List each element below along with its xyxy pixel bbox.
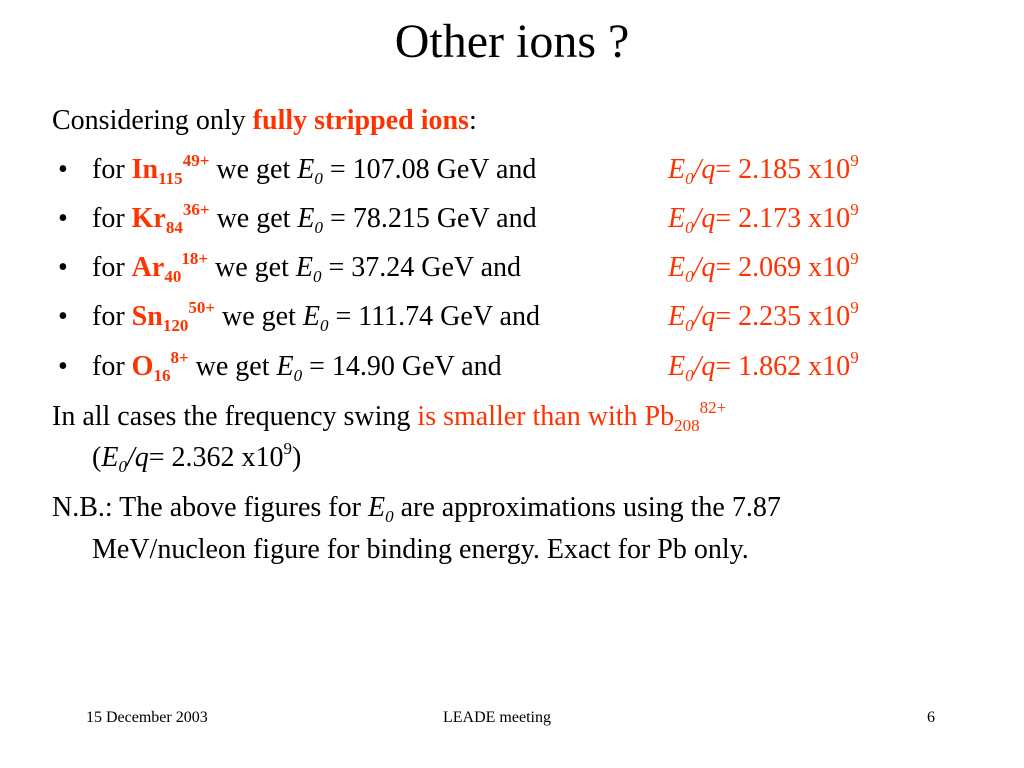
ion-spec bbox=[92, 202, 537, 236]
intro-text: Considering only bbox=[52, 105, 253, 136]
bullet: • bbox=[58, 252, 68, 283]
we-get-label: we get bbox=[209, 154, 298, 185]
footer-page-number: 6 bbox=[927, 709, 935, 726]
for-label: for bbox=[92, 252, 132, 283]
ratio: $E_0/q= 2.185$ $x10^9$ bbox=[668, 151, 859, 188]
footer-date: 15 December 2003 bbox=[86, 709, 208, 726]
energy-symbol: $E_0$ bbox=[295, 252, 322, 286]
intro-highlight: fully stripped ions bbox=[252, 105, 469, 136]
for-label: for bbox=[92, 154, 132, 185]
pb-ratio-value: = 2.362 x10 bbox=[148, 442, 284, 473]
ratio: $E_0/q= 2.069$ $x10^9$ bbox=[668, 249, 859, 286]
note-energy-symbol: $E_0$ bbox=[367, 492, 394, 526]
energy-symbol: $E_0$ bbox=[297, 154, 323, 188]
ion-spec bbox=[92, 300, 540, 334]
energy-symbol: $E_0$ bbox=[276, 351, 303, 385]
we-get-label: we get bbox=[209, 203, 298, 234]
ion-spec bbox=[92, 251, 521, 285]
ion-symbol: $Kr_{84}^{36+}$ bbox=[131, 200, 210, 237]
bullet: • bbox=[58, 351, 68, 382]
pb-ratio-symbol: $E_0/q$ bbox=[101, 442, 149, 476]
ion-symbol: $Ar_{40}^{18+}$ bbox=[131, 249, 208, 286]
summary-highlight: is smaller than with $Pb_{208}^{82+}$ bbox=[417, 398, 727, 435]
energy-symbol: $E_0$ bbox=[297, 203, 324, 237]
bullet: • bbox=[58, 203, 68, 234]
bullet: • bbox=[58, 301, 68, 332]
note-line-1: N.B.: The above figures for $E_0$ are approximations using the 7.87 bbox=[52, 492, 781, 526]
energy-value: = 14.90 GeV and bbox=[302, 351, 502, 382]
we-get-label: we get bbox=[188, 351, 277, 382]
summary-line-2: ($E_0/q= 2.362$ $x10^9$) bbox=[92, 439, 302, 476]
note-line-2: MeV/nucleon figure for binding energy. Exact for Pb only. bbox=[92, 534, 749, 565]
ion-spec bbox=[92, 153, 536, 187]
ion-spec bbox=[92, 350, 502, 384]
summary-text: In all cases the frequency swing bbox=[52, 401, 418, 432]
ratio: $E_0/q= 2.173$ $x10^9$ bbox=[668, 200, 859, 237]
we-get-label: we get bbox=[215, 301, 303, 332]
footer-event: LEADE meeting bbox=[443, 709, 551, 726]
ratio: $E_0/q= 1.862$ $x10^9$ bbox=[668, 348, 859, 385]
summary-line-1 bbox=[52, 400, 726, 434]
energy-symbol: $E_0$ bbox=[302, 301, 329, 335]
ion-symbol: $Sn_{120}^{50+}$ bbox=[131, 298, 215, 335]
slide-title: Other ions ? bbox=[394, 15, 630, 68]
intro-line bbox=[52, 104, 477, 138]
we-get-label: we get bbox=[208, 252, 296, 283]
ratio: $E_0/q= 2.235$ $x10^9$ bbox=[668, 298, 859, 335]
energy-value: = 107.08 GeV and bbox=[322, 154, 537, 185]
ion-symbol: $O_{16}^{8+}$ bbox=[131, 348, 189, 385]
ion-symbol: $In_{115}^{49+}$ bbox=[131, 151, 210, 188]
intro-colon: : bbox=[468, 105, 477, 136]
energy-value: = 111.74 GeV and bbox=[328, 301, 540, 332]
for-label: for bbox=[92, 301, 132, 332]
for-label: for bbox=[92, 351, 132, 382]
for-label: for bbox=[92, 203, 132, 234]
bullet: • bbox=[58, 154, 68, 185]
energy-value: = 78.215 GeV and bbox=[323, 203, 537, 234]
energy-value: = 37.24 GeV and bbox=[321, 252, 522, 283]
